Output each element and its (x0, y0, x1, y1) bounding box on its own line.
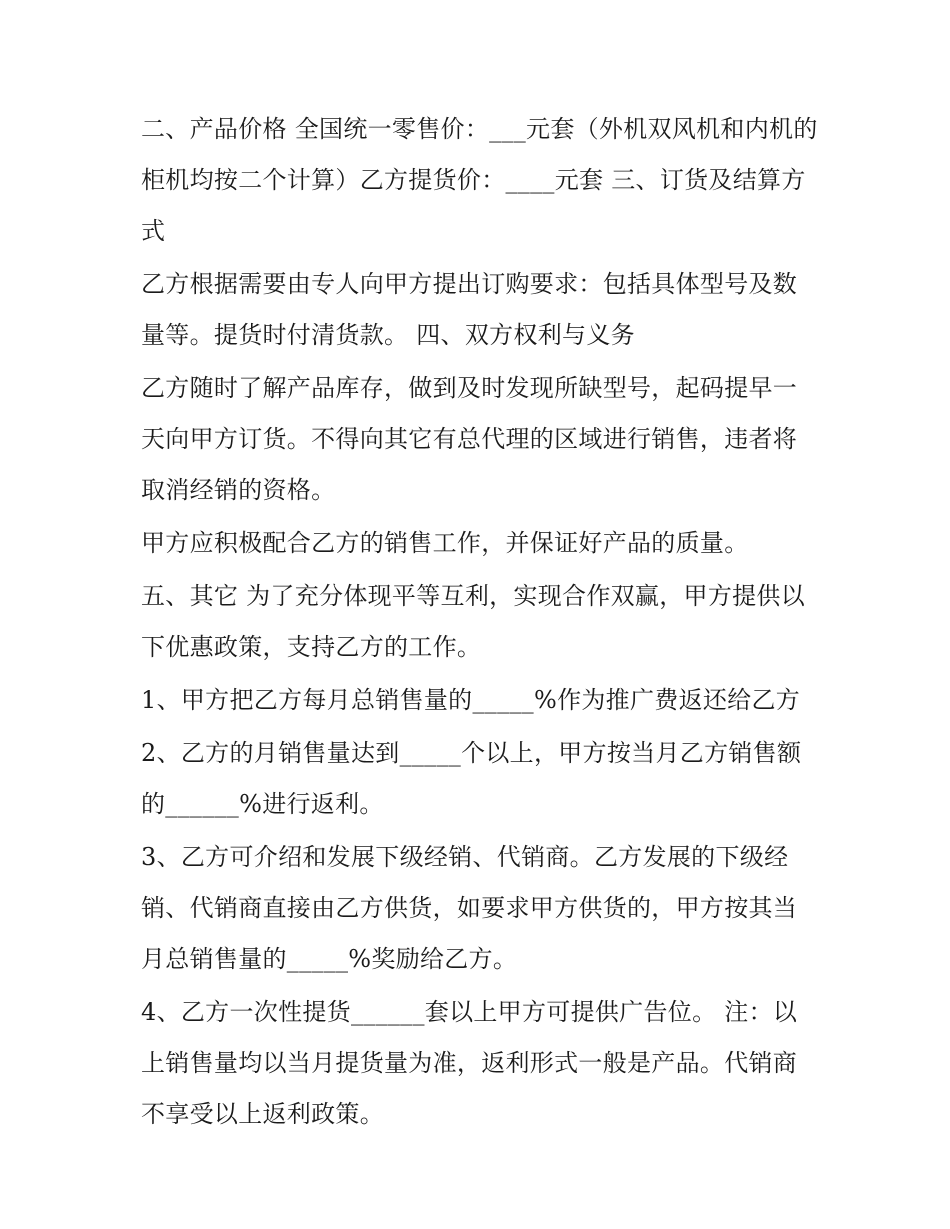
paragraph-order-requirements: 乙方根据需要由专人向甲方提出订购要求：包括具体型号及数量等。提货时付清货款。 四、双方权利与义务 (141, 270, 798, 349)
document-page (141, 104, 821, 1142)
paragraph-other-policies: 五、其它 为了充分体现平等互利，实现合作双赢，甲方提供以下优惠政策，支持乙方的工作。 (141, 582, 806, 661)
clause-4-advertising: 4、乙方一次性提货______套以上甲方可提供广告位。 注：以上销售量均以当月提货量为准，返利形式一般是产品。代销商不享受以上返利政策。 (141, 998, 798, 1128)
clause-3-sub-distributor: 3、乙方可介绍和发展下级经销、代销商。乙方发展的下级经销、代销商直接由乙方供货，如要求甲方供货的，甲方按其当月总销售量的_____%奖励给乙方。 (141, 843, 798, 973)
paragraph-quality-duty: 甲方应积极配合乙方的销售工作，并保证好产品的质量。 (141, 529, 749, 557)
clause-2-sales-rebate: 2、乙方的月销售量达到_____个以上，甲方按当月乙方销售额的______%进行返利。 (141, 739, 802, 818)
paragraph-inventory-duty: 乙方随时了解产品库存，做到及时发现所缺型号，起码提早一天向甲方订货。不得向其它有总代理的区域进行销售，违者将取消经销的资格。 (141, 374, 798, 504)
paragraph-price-and-ordering: 二、产品价格 全国统一零售价：___元套（外机双风机和内机的柜机均按二个计算）乙方提货价：____元套 三、订货及结算方式 (141, 115, 818, 245)
clause-1-promotion-fee: 1、甲方把乙方每月总销售量的_____%作为推广费返还给乙方 (141, 686, 801, 714)
